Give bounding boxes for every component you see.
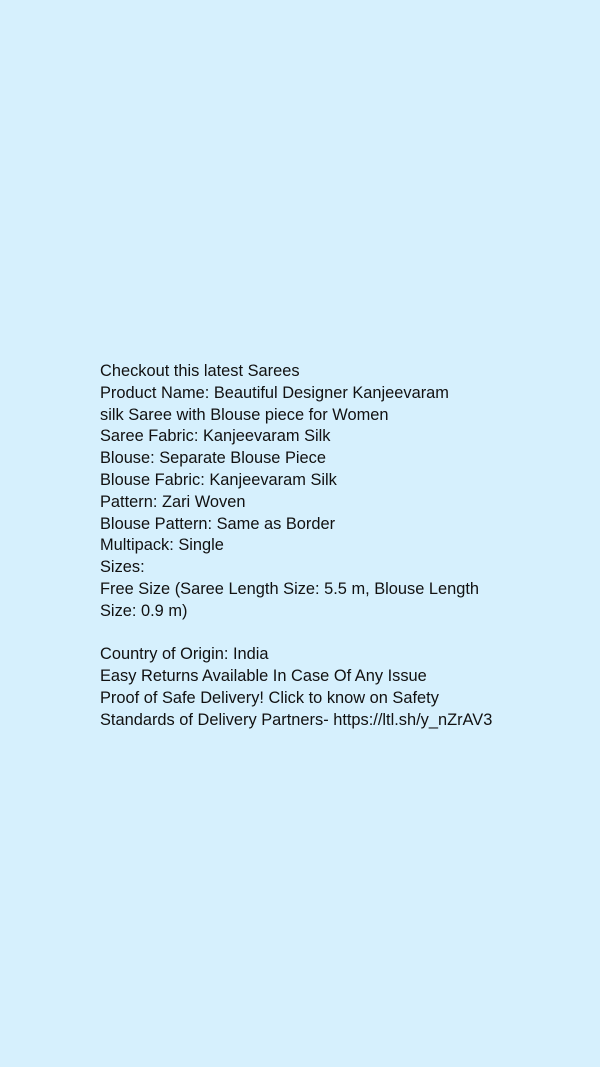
country-of-origin: Country of Origin: India xyxy=(100,645,269,664)
product-name-line-1: Product Name: Beautiful Designer Kanjeevaram xyxy=(100,383,449,402)
sizes-label: Sizes: xyxy=(100,558,145,577)
easy-returns: Easy Returns Available In Case Of Any Issue xyxy=(100,667,427,686)
pattern: Pattern: Zari Woven xyxy=(100,492,246,511)
size-detail-line-2: Size: 0.9 m) xyxy=(100,601,188,620)
product-description xyxy=(100,361,580,732)
multipack: Multipack: Single xyxy=(100,536,224,555)
blouse-pattern: Blouse Pattern: Same as Border xyxy=(100,514,336,533)
saree-fabric: Saree Fabric: Kanjeevaram Silk xyxy=(100,427,331,446)
blouse-fabric: Blouse Fabric: Kanjeevaram Silk xyxy=(100,470,337,489)
headline: Checkout this latest Sarees xyxy=(100,362,300,380)
safe-delivery-line-1: Proof of Safe Delivery! Click to know on Safety xyxy=(100,688,439,707)
safe-delivery-line-2: Standards of Delivery Partners- https://ltl.sh/y_nZrAV3 xyxy=(100,710,493,729)
product-name-line-2: silk Saree with Blouse piece for Women xyxy=(100,405,389,424)
size-detail-line-1: Free Size (Saree Length Size: 5.5 m, Blouse Length xyxy=(100,579,480,598)
blank-line xyxy=(100,623,580,645)
blouse: Blouse: Separate Blouse Piece xyxy=(100,449,326,468)
